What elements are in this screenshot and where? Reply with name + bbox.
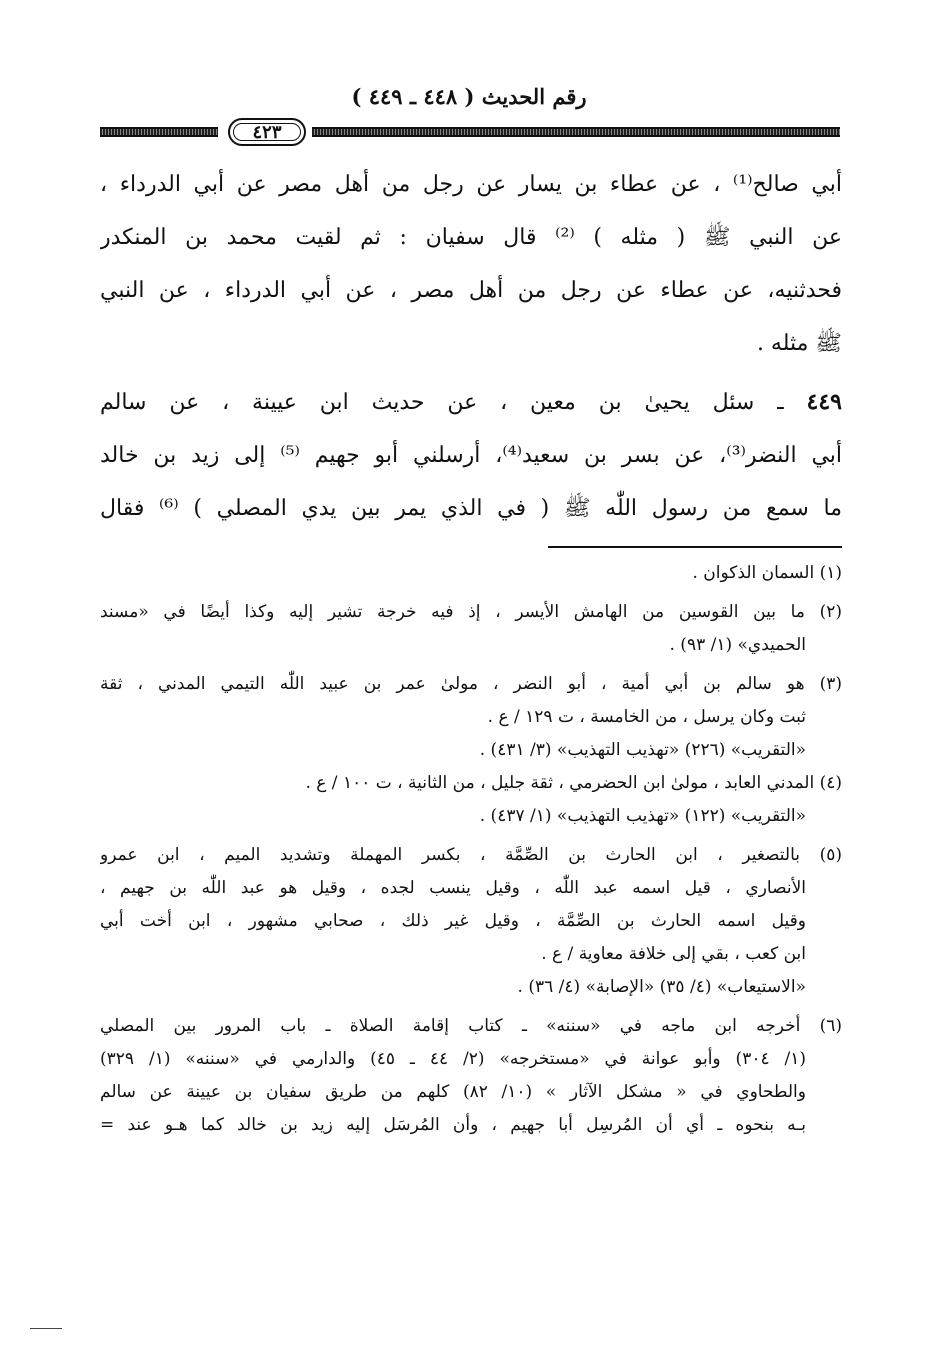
hadith-number: ٤٤٩	[806, 389, 842, 415]
ornamental-rule-right	[312, 127, 840, 137]
footnote-line: (٥) بالتصغير ، ابن الحارث بن الصِّمَّة ، بكسر المهملة وتشديد الميم ، ابن عمرو	[100, 845, 842, 865]
text-line: عن النبي ﷺ ( مثله ) ⁽²⁾ قال سفيان : ثم لقيت محمد بن المنكدر	[100, 225, 842, 250]
footnote-divider	[548, 546, 842, 548]
footnote-line: بـه بنحوه ـ أي أن المُرسِل أبا جهيم ، وأن المُرسَل إليه زيد بن خالد كما هـو عند =	[100, 1115, 806, 1135]
footnote-5	[100, 839, 842, 1004]
footnote-line: (٦) أخرجه ابن ماجه في «سننه» ـ كتاب إقامة الصلاة ـ باب المرور بين المصلي	[100, 1016, 842, 1036]
scan-mark	[30, 1328, 62, 1329]
text-line: ما سمع من رسول اللّٰه ﷺ ( في الذي يمر بين يدي المصلي ) ⁽⁶⁾ فقال	[100, 496, 842, 521]
footnote-line: الحميدي» (١/ ٩٣) .	[669, 635, 806, 655]
hadith-449-opening: ـ سئل يحيىٰ بن معين ، عن حديث ابن عيينة ، عن سالم	[100, 390, 784, 415]
running-title: رقم الحديث ( ٤٤٨ ـ ٤٤٩ )	[351, 84, 587, 109]
footnote-reference: «الاستيعاب» (٤/ ٣٥) «الإصابة» (٤/ ٣٦) .	[517, 977, 806, 997]
ornamental-rule-left	[100, 127, 218, 137]
paragraph-hadith-448-end	[100, 158, 842, 370]
page-number: ٤٢٣	[252, 121, 282, 143]
footnote-line: وقيل اسمه الحارث بن الصِّمَّة ، وقيل غير ذلك ، صحابي مشهور ، ابن أخت أبي	[100, 911, 806, 931]
footnote-6	[100, 1010, 842, 1142]
footnote-reference: «التقريب» (٢٢٦) «تهذيب التهذيب» (٣/ ٤٣١) .	[479, 740, 806, 760]
footnote-1	[100, 557, 842, 590]
footnote-line: والطحاوي في « مشكل الآثار » (١٠/ ٨٢) كلهم من طريق سفيان بن عيينة عن سالم	[100, 1082, 806, 1102]
text-line: أبي صالح⁽¹⁾ ، عن عطاء بن يسار عن رجل من أهل مصر عن أبي الدرداء ،	[100, 172, 842, 197]
text-line	[100, 376, 842, 429]
footnote-reference: «التقريب» (١٢٢) «تهذيب التهذيب» (١/ ٤٣٧) .	[479, 806, 806, 826]
footnote-line: ثبت وكان يرسل ، من الخامسة ، ت ١٢٩ / ع .	[487, 707, 806, 727]
footnote-line: (٢) ما بين القوسين من الهامش الأيسر ، إذ فيه خرجة تشير إليه وكذا أيضًا في «مسند	[100, 602, 842, 622]
footnote-line: (١/ ٣٠٤) وأبو عوانة في «مستخرجه» (٢/ ٤٤ ـ ٤٥) والدارمي في «سننه» (١/ ٣٢٩)	[100, 1049, 807, 1069]
footnote-line: ابن كعب ، بقي إلى خلافة معاوية / ع .	[541, 944, 806, 964]
footnote-line: (١) السمان الذكوان .	[692, 563, 842, 583]
text-line: أبي النضر⁽³⁾، عن بسر بن سعيد⁽⁴⁾، أرسلني أبو جهيم ⁽⁵⁾ إلى زيد بن خالد	[100, 443, 842, 468]
footnote-2	[100, 596, 842, 662]
footnotes	[100, 557, 842, 1142]
footnote-4	[100, 767, 842, 833]
footnote-line: (٤) المدني العابد ، مولىٰ ابن الحضرمي ، ثقة جليل ، من الثانية ، ت ١٠٠ / ع .	[305, 773, 842, 793]
footnote-3	[100, 668, 842, 767]
paragraph-hadith-449	[100, 376, 842, 535]
text-line: فحدثنيه، عن عطاء عن رجل من أهل مصر ، عن أبي الدرداء ، عن النبي	[100, 278, 842, 303]
text-line: ﷺ مثله .	[756, 331, 842, 356]
footnote-line: الأنصاري ، قيل اسمه عبد اللّٰه ، وقيل ينسب لجده ، وقيل هو عبد اللّٰه بن جهيم ،	[100, 878, 806, 898]
page-number-badge	[228, 118, 306, 146]
header-rule	[100, 118, 840, 144]
footnote-line: (٣) هو سالم بن أبي أمية ، أبو النضر ، مولىٰ عمر بن عبيد اللّٰه التيمي المدني ، ثقة	[100, 674, 842, 694]
